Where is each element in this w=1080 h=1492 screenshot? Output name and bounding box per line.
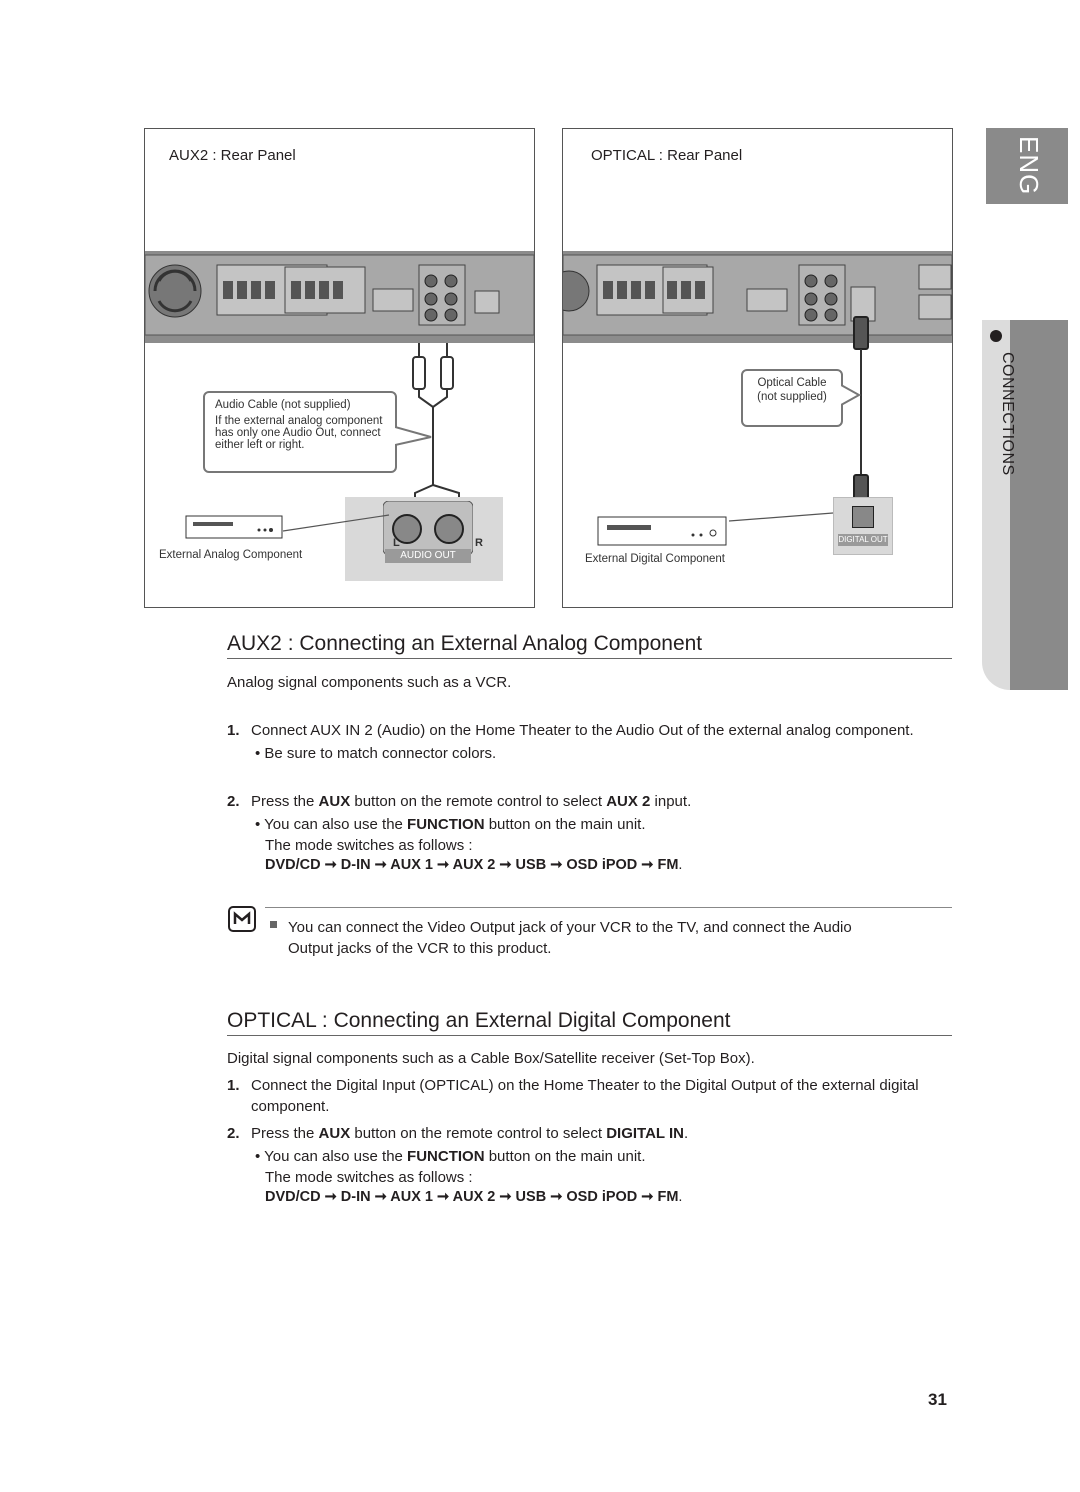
mode-sequence: DVD/CD ➞ D-IN ➞ AUX 1 ➞ AUX 2 ➞ USB ➞ OSD iPOD ➞ FM. xyxy=(265,857,683,873)
language-tab xyxy=(986,128,1068,204)
digital-out-jack-box xyxy=(833,497,893,555)
bullet-item: • You can also use the FUNCTION button on the main unit. xyxy=(255,1148,646,1165)
aux2-diagram-title: AUX2 : Rear Panel xyxy=(169,147,296,164)
page-number: 31 xyxy=(928,1390,947,1409)
external-digital-device xyxy=(597,511,729,549)
mode-sequence: DVD/CD ➞ D-IN ➞ AUX 1 ➞ AUX 2 ➞ USB ➞ OSD iPOD ➞ FM. xyxy=(265,1189,683,1205)
bullet-item: • You can also use the FUNCTION button on the main unit. xyxy=(255,816,646,833)
callout-line: has only one Audio Out, connect xyxy=(215,427,381,439)
digital-out-jack-icon xyxy=(852,506,874,528)
external-analog-device xyxy=(185,513,285,543)
callout-line: either left or right. xyxy=(215,439,305,451)
optical-cable xyxy=(847,309,877,649)
section1-step2: Press the AUX button on the remote control to select AUX 2 input. xyxy=(251,793,692,810)
section2-heading: OPTICAL : Connecting an External Digital Component xyxy=(227,1009,731,1032)
section2-intro: Digital signal components such as a Cable Box/Satellite receiver (Set-Top Box). xyxy=(227,1050,755,1067)
bullet-text: Be sure to match connector colors. xyxy=(264,745,497,762)
step-number: 1. xyxy=(227,722,240,739)
section-tab xyxy=(1010,320,1068,690)
section2-step1-line: component. xyxy=(251,1098,330,1115)
home-theater-rear-panel xyxy=(563,251,952,343)
optical-cable-callout xyxy=(741,369,843,427)
section2-step1-line: Connect the Digital Input (OPTICAL) on the Home Theater to the Digital Output of the external digital xyxy=(251,1077,919,1094)
bullet-item: • Be sure to match connector colors. xyxy=(255,745,497,762)
callout-line: Optical Cable xyxy=(757,377,827,389)
note-line: You can connect the Video Output jack of your VCR to the TV, and connect the Audio xyxy=(288,919,852,936)
optical-diagram-title: OPTICAL : Rear Panel xyxy=(591,147,743,164)
mode-line: The mode switches as follows : xyxy=(265,1169,473,1186)
section1-heading: AUX2 : Connecting an External Analog Component xyxy=(227,632,703,655)
external-digital-label: External Digital Component xyxy=(585,553,725,565)
device-connection-line xyxy=(281,511,391,541)
external-analog-label: External Analog Component xyxy=(159,549,303,561)
note-icon xyxy=(228,906,256,932)
section1-intro: Analog signal components such as a VCR. xyxy=(227,674,512,691)
step-number: 1. xyxy=(227,1077,240,1094)
section2-step2: Press the AUX button on the remote control to select DIGITAL IN. xyxy=(251,1125,689,1142)
callout-line: Audio Cable (not supplied) xyxy=(215,399,351,411)
note-line: Output jacks of the VCR to this product. xyxy=(288,940,552,957)
device-connection-line xyxy=(727,509,837,533)
note-rule xyxy=(265,907,952,908)
optical-diagram-panel xyxy=(562,128,953,608)
section2-rule xyxy=(227,1035,952,1036)
note-bullet-icon xyxy=(270,921,277,928)
audio-out-label: AUDIO OUT xyxy=(385,549,471,563)
mode-line: The mode switches as follows : xyxy=(265,837,473,854)
aux2-diagram-panel xyxy=(144,128,535,608)
jack-left-label: L xyxy=(393,537,400,549)
callout-line: (not supplied) xyxy=(757,391,827,403)
step-number: 2. xyxy=(227,1125,240,1142)
section-tab-label: CONNECTIONS xyxy=(999,352,1016,476)
home-theater-rear-panel xyxy=(145,251,534,343)
section1-rule xyxy=(227,658,952,659)
callout-pointer xyxy=(841,383,863,409)
step-number: 2. xyxy=(227,793,240,810)
jack-right-label: R xyxy=(475,537,483,549)
callout-line: If the external analog component xyxy=(215,415,383,427)
section-bullet-icon xyxy=(990,330,1002,342)
section1-step1: Connect AUX IN 2 (Audio) on the Home Theater to the Audio Out of the external analog component. xyxy=(251,722,914,739)
language-tab-label: ENG xyxy=(1014,136,1044,196)
fan-grille-icon xyxy=(149,265,201,317)
digital-out-label: DIGITAL OUT xyxy=(838,535,888,544)
audio-cable-callout xyxy=(203,391,397,473)
callout-pointer xyxy=(395,423,435,453)
